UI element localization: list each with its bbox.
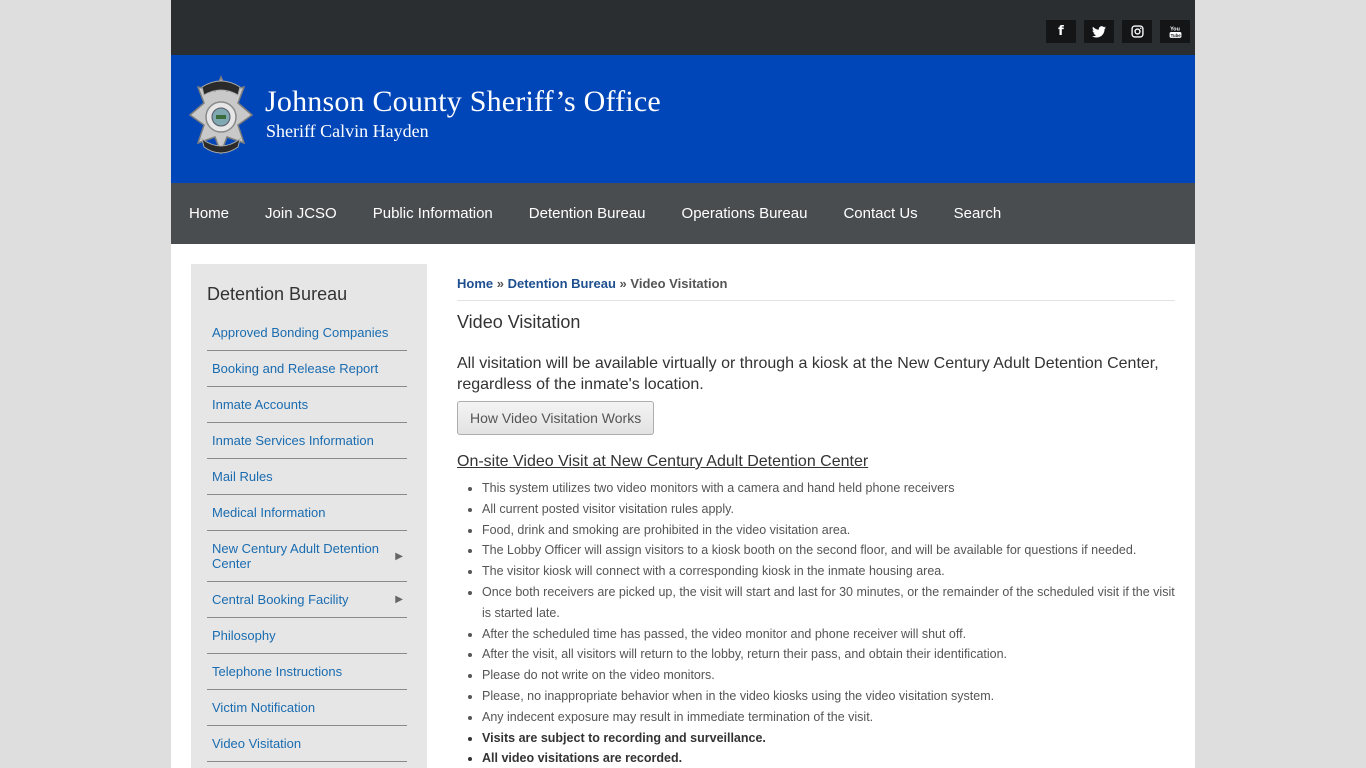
instagram-icon[interactable]: [1122, 20, 1152, 43]
main-content: [457, 264, 1175, 768]
sidebar-item-label: Telephone Instructions: [212, 664, 343, 679]
sidebar-item-label: Medical Information: [212, 505, 326, 520]
nav-contact-us[interactable]: Contact Us: [843, 205, 918, 222]
sidebar-item-medical-information[interactable]: [207, 495, 407, 531]
list-item: • All current posted visitor visitation rules apply.: [482, 499, 1175, 520]
sidebar-item-new-century-adc[interactable]: [207, 531, 407, 582]
page: [171, 0, 1195, 768]
sidebar-item-central-booking[interactable]: [207, 582, 407, 618]
sidebar-item-label: New Century Adult Detention Center: [212, 541, 379, 571]
sidebar-item-label: Central Booking Facility: [212, 592, 349, 607]
svg-text:You: You: [1169, 25, 1180, 32]
list-item: • Please, no inappropriate behavior when in the video kiosks using the video visitation system.: [482, 686, 1175, 707]
list-item: • Any indecent exposure may result in immediate termination of the visit.: [482, 707, 1175, 728]
sidebar-item-label: Inmate Accounts: [212, 397, 309, 412]
sidebar-item-label: Booking and Release Report: [212, 361, 379, 376]
list-item: • The Lobby Officer will assign visitors to a kiosk booth on the second floor, and will be available for questions if needed.: [482, 540, 1175, 561]
sidebar-item-telephone-instructions[interactable]: [207, 654, 407, 690]
sidebar-item-victim-notification[interactable]: [207, 690, 407, 726]
main-nav: [171, 183, 1195, 244]
page-title: Video Visitation: [457, 312, 581, 332]
sheriff-badge-logo[interactable]: [188, 73, 254, 165]
svg-text:Tube: Tube: [1170, 32, 1181, 38]
top-bar: [171, 0, 1195, 55]
sidebar-item-inmate-services[interactable]: [207, 423, 407, 459]
sidebar-item-booking-release-report[interactable]: [207, 351, 407, 387]
twitter-icon[interactable]: [1084, 20, 1114, 43]
sidebar-item-label: Mail Rules: [212, 469, 273, 484]
list-item: • After the scheduled time has passed, the video monitor and phone receiver will shut off.: [482, 624, 1175, 645]
visitation-rules-list: [457, 478, 1175, 768]
sidebar-item-approved-bonding-companies[interactable]: [207, 315, 407, 351]
list-item: • After the visit, all visitors will return to the lobby, return their pass, and obtain their identification.: [482, 644, 1175, 665]
chevron-right-icon[interactable]: ▶: [395, 550, 403, 562]
how-video-visitation-works-button[interactable]: How Video Visitation Works: [457, 401, 654, 435]
nav-operations-bureau[interactable]: Operations Bureau: [681, 205, 808, 222]
onsite-visit-heading: On-site Video Visit at New Century Adult Detention Center: [457, 453, 869, 470]
facebook-icon[interactable]: f: [1046, 20, 1076, 43]
sidebar-item-label: Video Visitation: [212, 736, 302, 751]
site-subtitle: Sheriff Calvin Hayden: [266, 121, 429, 141]
list-item: • Visits are subject to recording and surveillance.: [482, 728, 1175, 749]
breadcrumb-current: Video Visitation: [630, 276, 728, 291]
nav-join-jcso[interactable]: Join JCSO: [265, 205, 337, 222]
breadcrumb-separator: »: [615, 276, 631, 291]
nav-home[interactable]: Home: [189, 205, 230, 222]
sidebar-item-video-visitation[interactable]: [207, 726, 407, 762]
sidebar-title: Detention Bureau: [207, 284, 348, 304]
intro-text: All visitation will be available virtually or through a kiosk at the New Century Adult Detention Center, regardless of the inmate's location.: [457, 355, 1159, 393]
sidebar-item-inmate-accounts[interactable]: [207, 387, 407, 423]
youtube-icon[interactable]: [1160, 20, 1190, 43]
sidebar-item-mail-rules[interactable]: [207, 459, 407, 495]
nav-search[interactable]: Search: [953, 205, 1002, 222]
list-item: • Food, drink and smoking are prohibited in the video visitation area.: [482, 520, 1175, 541]
breadcrumb-detention-bureau[interactable]: Detention Bureau: [507, 276, 616, 291]
social-links: [1046, 20, 1190, 43]
sidebar-item-label: Approved Bonding Companies: [212, 325, 389, 340]
list-item: • The visitor kiosk will connect with a corresponding kiosk in the inmate housing area.: [482, 561, 1175, 582]
list-item: • Once both receivers are picked up, the visit will start and last for 30 minutes, or the remainder of the scheduled visit if the visit is started late.: [482, 582, 1175, 624]
nav-public-information[interactable]: Public Information: [372, 205, 493, 222]
breadcrumb-separator: »: [493, 276, 508, 291]
list-item: • All video visitations are recorded.: [482, 748, 1175, 768]
list-item: • This system utilizes two video monitors with a camera and hand held phone receivers: [482, 478, 1175, 499]
site-title[interactable]: Johnson County Sheriff’s Office: [265, 85, 661, 118]
chevron-right-icon[interactable]: ▶: [395, 594, 403, 605]
sidebar-item-label: Inmate Services Information: [212, 433, 374, 448]
sidebar: [191, 264, 427, 768]
sidebar-item-philosophy[interactable]: [207, 618, 407, 654]
sidebar-item-label: Victim Notification: [212, 700, 316, 715]
breadcrumb-home[interactable]: Home: [457, 276, 494, 291]
sidebar-item-label: Philosophy: [212, 628, 276, 643]
header-banner: [171, 55, 1195, 183]
list-item: • Please do not write on the video monitors.: [482, 665, 1175, 686]
breadcrumb: [457, 264, 1175, 301]
nav-detention-bureau[interactable]: Detention Bureau: [528, 205, 646, 222]
